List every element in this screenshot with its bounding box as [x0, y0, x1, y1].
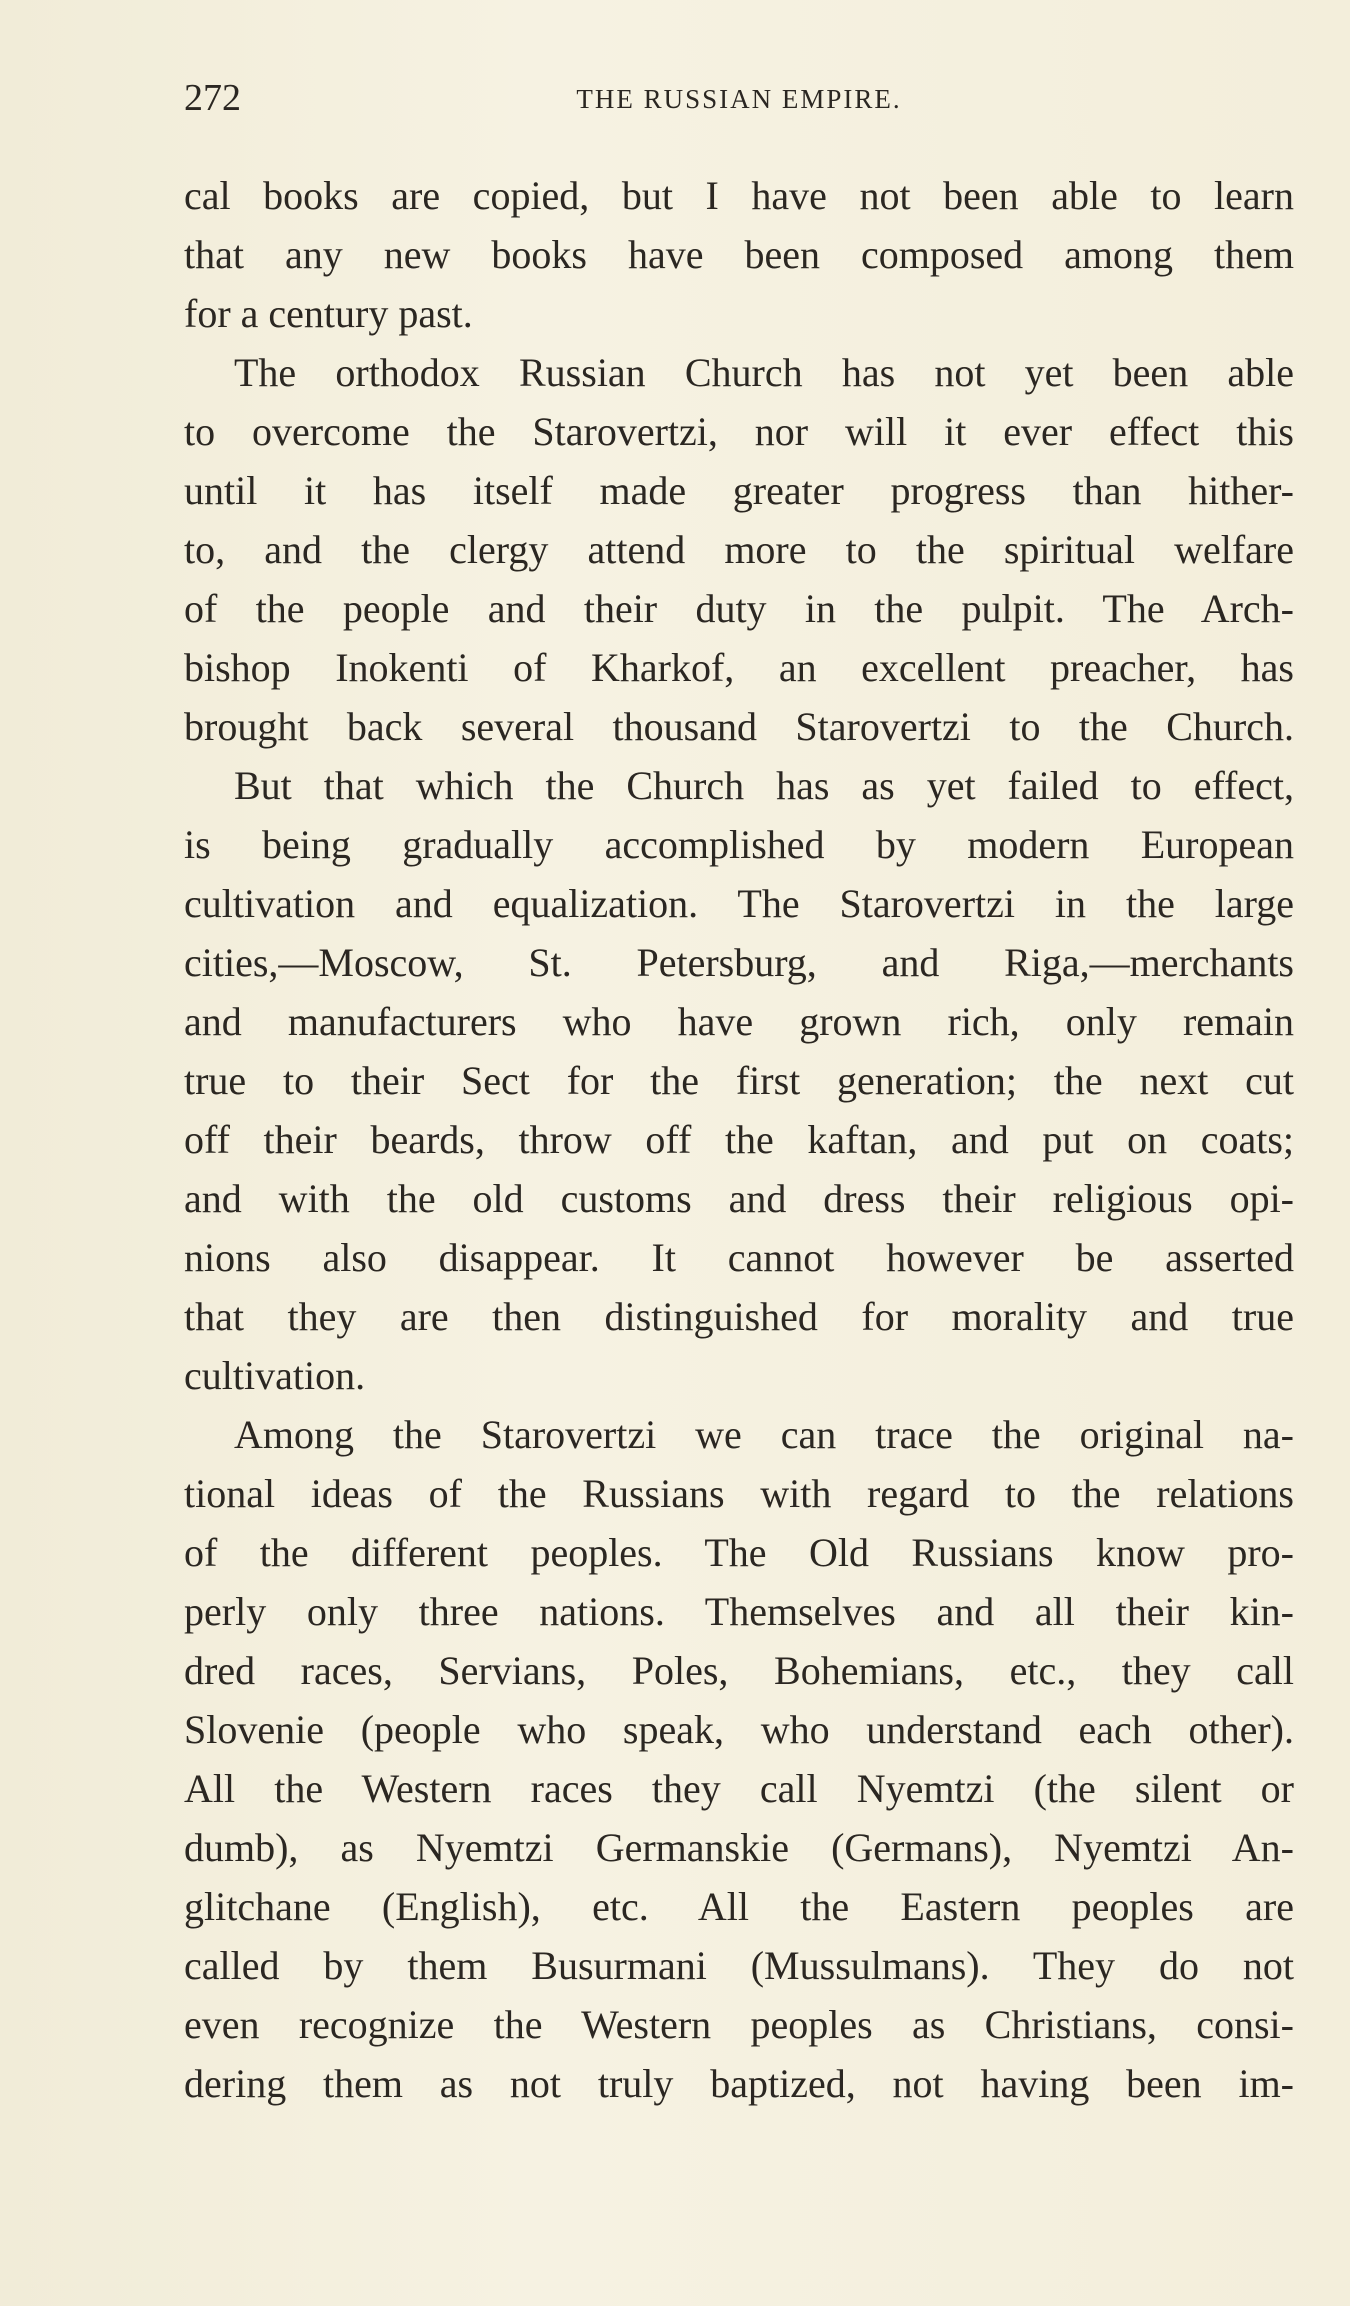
text-line: of the people and their duty in the pulpit. The Arch- [184, 586, 1294, 631]
text-line: dumb), as Nyemtzi Germanskie (Germans), Nyemtzi An- [184, 1825, 1294, 1870]
text-line: cal books are copied, but I have not been able to learn [184, 173, 1294, 218]
paragraph [184, 343, 1294, 756]
text-line: dred races, Servians, Poles, Bohemians, etc., they call [184, 1648, 1294, 1693]
text-line: cultivation and equalization. The Starovertzi in the large [184, 881, 1294, 926]
text-line: The orthodox Russian Church has not yet been able [234, 350, 1294, 395]
text-line: even recognize the Western peoples as Christians, consi- [184, 2002, 1294, 2047]
text-line: to overcome the Starovertzi, nor will it ever effect this [184, 409, 1294, 454]
paragraph [184, 1405, 1294, 2113]
text-line: bishop Inokenti of Kharkof, an excellent preacher, has [184, 645, 1294, 690]
text-line: that any new books have been composed among them [184, 232, 1294, 277]
text-line: nions also disappear. It cannot however be asserted [184, 1235, 1294, 1280]
page-body [184, 166, 1294, 2113]
text-line: for a century past. [184, 291, 473, 336]
paragraph [184, 756, 1294, 1405]
page-header [184, 76, 1294, 126]
text-line: dering them as not truly baptized, not having been im- [184, 2061, 1294, 2106]
text-line: Slovenie (people who speak, who understand each other). [184, 1707, 1294, 1752]
text-line: tional ideas of the Russians with regard to the relations [184, 1471, 1294, 1516]
text-line: glitchane (English), etc. All the Eastern peoples are [184, 1884, 1294, 1929]
text-line: perly only three nations. Themselves and all their kin- [184, 1589, 1294, 1634]
text-line: is being gradually accomplished by modern European [184, 822, 1294, 867]
text-line: brought back several thousand Starovertzi to the Church. [184, 704, 1294, 749]
text-line: off their beards, throw off the kaftan, and put on coats; [184, 1117, 1294, 1162]
text-line: cultivation. [184, 1353, 366, 1398]
text-line: of the different peoples. The Old Russians know pro- [184, 1530, 1294, 1575]
page-number: 272 [184, 77, 241, 119]
text-line: and manufacturers who have grown rich, only remain [184, 999, 1294, 1044]
text-line: Among the Starovertzi we can trace the original na- [234, 1412, 1294, 1457]
text-line: and with the old customs and dress their religious opi- [184, 1176, 1294, 1221]
text-line: called by them Busurmani (Mussulmans). They do not [184, 1943, 1294, 1988]
text-line: until it has itself made greater progress than hither- [184, 468, 1294, 513]
text-line: cities,—Moscow, St. Petersburg, and Riga,—merchants [184, 940, 1294, 985]
running-title: THE RUSSIAN EMPIRE. [576, 84, 902, 114]
text-line: to, and the clergy attend more to the spiritual welfare [184, 527, 1294, 572]
text-line: true to their Sect for the first generation; the next cut [184, 1058, 1294, 1103]
text-line: But that which the Church has as yet failed to effect, [234, 763, 1294, 808]
paragraph [184, 166, 1294, 343]
text-line: All the Western races they call Nyemtzi (the silent or [184, 1766, 1294, 1811]
text-line: that they are then distinguished for morality and true [184, 1294, 1294, 1339]
